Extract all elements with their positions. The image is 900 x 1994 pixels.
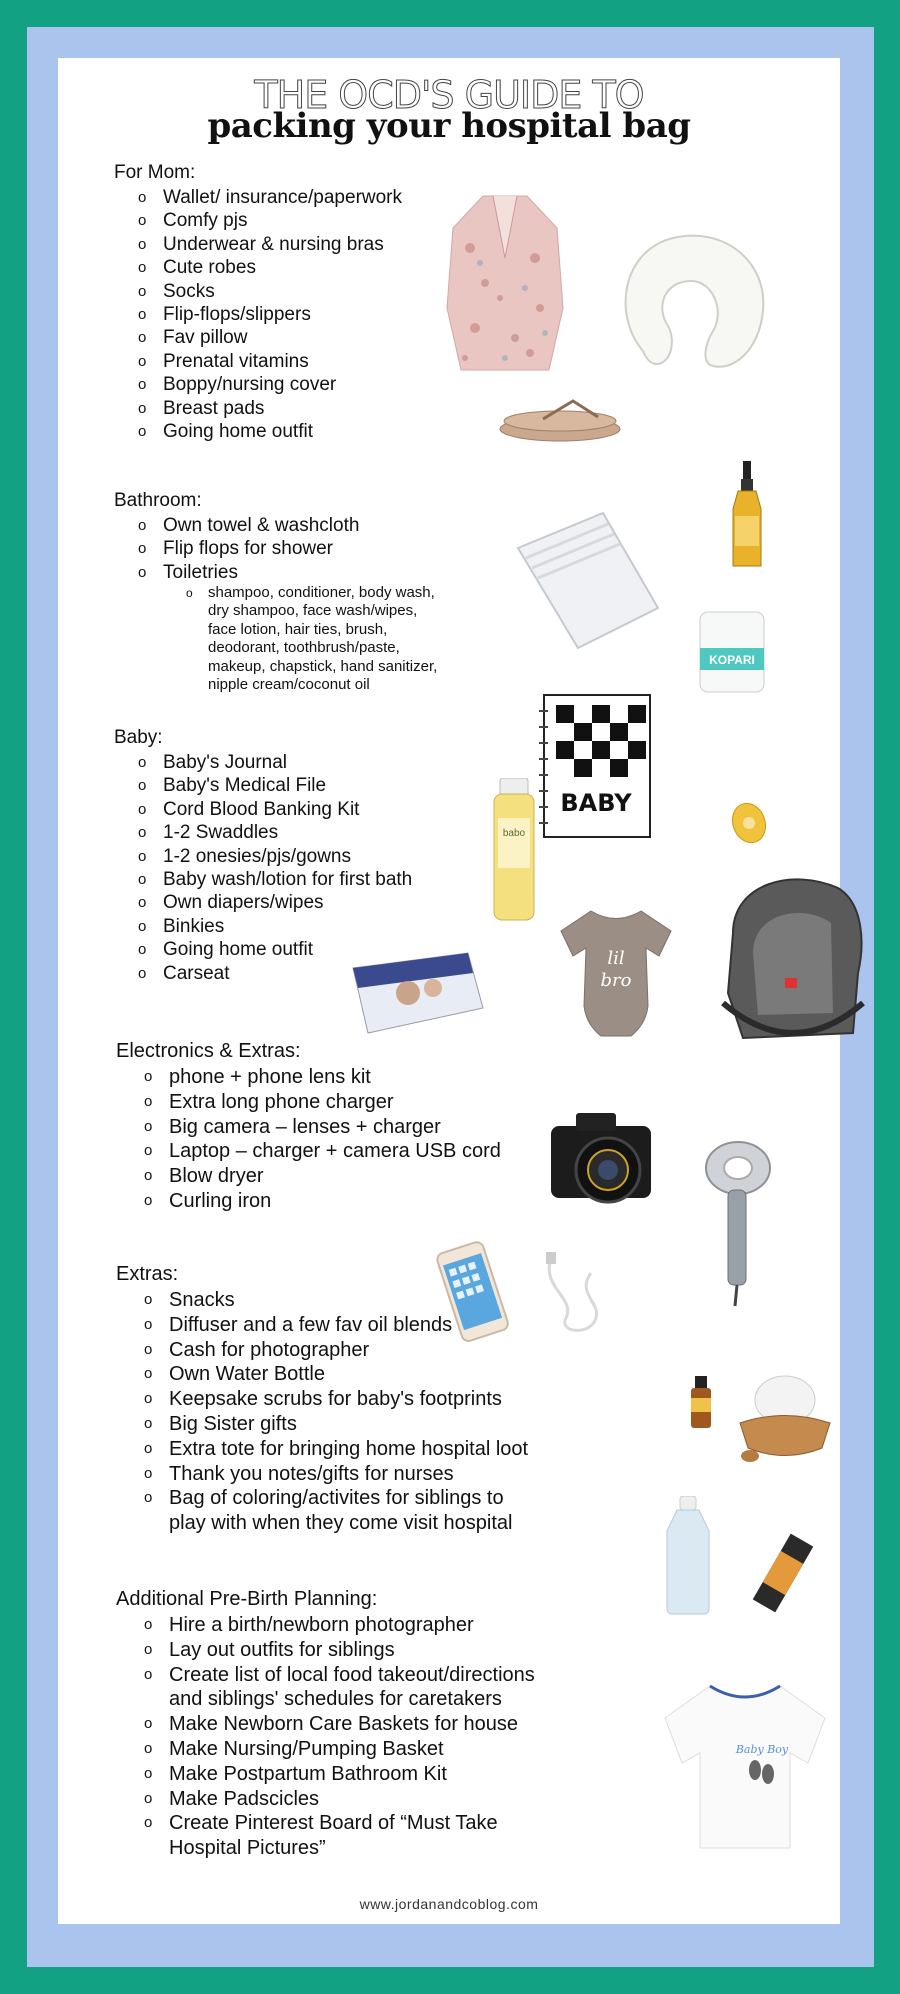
list-item: o Diffuser and a few fav oil blends — [120, 1313, 528, 1338]
list-item: o Baby's Journal — [114, 751, 412, 774]
title-line-2: packing your hospital bag — [207, 106, 691, 146]
list-item: o 1-2 onesies/pjs/gowns — [114, 845, 412, 868]
list-item: o Going home outfit — [114, 938, 412, 961]
list-item: o Baby's Medical File — [114, 774, 412, 797]
camera-illustration — [546, 1108, 661, 1213]
section-heading-prebirth: Additional Pre-Birth Planning: — [116, 1588, 378, 1610]
list-item: o Carseat — [114, 962, 412, 985]
list-electronics — [120, 1065, 501, 1214]
water-bottle-illustration — [663, 1496, 713, 1616]
baby-wash-bottle-illustration — [490, 778, 538, 923]
pacifier-illustration — [724, 793, 774, 848]
infographic-page — [58, 58, 840, 1924]
title-line-1: THE OCD'S GUIDE TO — [254, 73, 644, 117]
section-heading-baby: Baby: — [114, 727, 163, 748]
sub-item-line: deodorant, toothbrush/paste, — [208, 639, 400, 657]
flip-flops-illustration — [498, 393, 628, 448]
list-item: o Comfy pjs — [114, 209, 402, 232]
phone-illustration — [426, 1238, 516, 1343]
list-item: o Prenatal vitamins — [114, 350, 402, 373]
list-item: o Lay out outfits for siblings — [120, 1638, 535, 1663]
cord-blood-kit-illustration — [348, 948, 488, 1038]
list-item: o Make Padscicles — [120, 1787, 535, 1812]
list-mom — [114, 186, 402, 443]
oil-bottle-illustration — [730, 461, 764, 571]
list-item: o Thank you notes/gifts for nurses — [120, 1462, 528, 1487]
essential-oil-bottle-illustration — [688, 1376, 714, 1431]
robe-illustration — [445, 188, 565, 378]
list-item: o Underwear & nursing bras — [114, 233, 402, 256]
blow-dryer-illustration — [698, 1138, 778, 1308]
toiletries-sublist — [186, 584, 506, 696]
sub-item-line: nipple cream/coconut oil — [208, 676, 370, 693]
list-item: o Big camera – lenses + charger — [120, 1115, 501, 1140]
jar-label: KOPARI — [709, 653, 755, 667]
list-item: o Make Newborn Care Baskets for house — [120, 1712, 535, 1737]
list-item: o Keepsake scrubs for baby's footprints — [120, 1387, 528, 1412]
sub-item-line: dry shampoo, face wash/wipes, — [208, 602, 418, 620]
list-item: o Make Nursing/Pumping Basket — [120, 1737, 535, 1762]
list-item: o Make Postpartum Bathroom Kit — [120, 1762, 535, 1787]
sub-bullet: o — [186, 586, 193, 600]
list-item: o Blow dryer — [120, 1164, 501, 1189]
list-item: o Create list of local food takeout/directions — [120, 1663, 535, 1688]
bottle-label: babo — [502, 828, 526, 839]
list-item: o Laptop – charger + camera USB cord — [120, 1139, 501, 1164]
baby-journal-illustration — [536, 691, 654, 841]
list-item-continuation: and siblings' schedules for caretakers — [169, 1688, 502, 1711]
list-item: o Snacks — [120, 1288, 528, 1313]
list-item: o phone + phone lens kit — [120, 1065, 501, 1090]
list-item: o Breast pads — [114, 397, 402, 420]
list-item: o 1-2 Swaddles — [114, 821, 412, 844]
list-item: o Baby wash/lotion for first bath — [114, 868, 412, 891]
list-bathroom — [114, 514, 359, 584]
list-item: o Binkies — [114, 915, 412, 938]
list-item: o Curling iron — [120, 1189, 501, 1214]
section-heading-mom: For Mom: — [114, 162, 196, 183]
diffuser-illustration — [730, 1368, 840, 1468]
footer-url: www.jordanandcoblog.com — [359, 1896, 539, 1912]
list-item: o Wallet/ insurance/paperwork — [114, 186, 402, 209]
snack-bar-illustration — [746, 1533, 821, 1613]
section-heading-electronics: Electronics & Extras: — [116, 1040, 301, 1062]
list-item: o Big Sister gifts — [120, 1412, 528, 1437]
list-item: o Extra long phone charger — [120, 1090, 501, 1115]
list-item: o Own Water Bottle — [120, 1362, 528, 1387]
car-seat-illustration — [713, 863, 873, 1048]
list-item-continuation: play with when they come visit hospital — [169, 1512, 513, 1535]
onesie-text-line1: lil — [607, 948, 625, 969]
list-item: o Extra tote for bringing home hospital loot — [120, 1437, 528, 1462]
list-item: o Cute robes — [114, 256, 402, 279]
list-item: o Fav pillow — [114, 326, 402, 349]
list-item: o Own diapers/wipes — [114, 891, 412, 914]
list-item: o Flip-flops/slippers — [114, 303, 402, 326]
list-prebirth — [120, 1613, 535, 1861]
section-heading-bathroom: Bathroom: — [114, 490, 202, 511]
list-item-continuation: Hospital Pictures” — [169, 1837, 326, 1860]
list-item: o Create Pinterest Board of “Must Take — [120, 1811, 535, 1836]
sub-item-line: makeup, chapstick, hand sanitizer, — [208, 657, 438, 675]
sub-item-line: shampoo, conditioner, body wash, — [208, 584, 435, 601]
charger-cable-illustration — [536, 1248, 616, 1338]
list-item: o Cash for photographer — [120, 1338, 528, 1363]
onesie-text-line2: bro — [600, 970, 632, 991]
list-item: o Toiletries — [114, 561, 359, 584]
list-item: o Own towel & washcloth — [114, 514, 359, 537]
list-item: o Flip flops for shower — [114, 537, 359, 560]
scrubs-illustration — [660, 1678, 830, 1853]
list-item: o Going home outfit — [114, 420, 402, 443]
towel-illustration — [508, 508, 668, 653]
section-heading-extras: Extras: — [116, 1263, 179, 1285]
scrubs-label: Baby Boy — [735, 1743, 789, 1756]
nursing-pillow-illustration — [613, 226, 773, 376]
list-item: o Hire a birth/newborn photographer — [120, 1613, 535, 1638]
list-item: o Boppy/nursing cover — [114, 373, 402, 396]
journal-label: BABY — [560, 789, 632, 817]
coconut-oil-jar-illustration — [696, 608, 768, 696]
onesie-illustration — [556, 906, 676, 1046]
list-item: o Bag of coloring/activites for siblings to — [120, 1486, 528, 1511]
list-item: o Socks — [114, 280, 402, 303]
list-item: o Cord Blood Banking Kit — [114, 798, 412, 821]
sub-item-line: face lotion, hair ties, brush, — [208, 620, 388, 638]
